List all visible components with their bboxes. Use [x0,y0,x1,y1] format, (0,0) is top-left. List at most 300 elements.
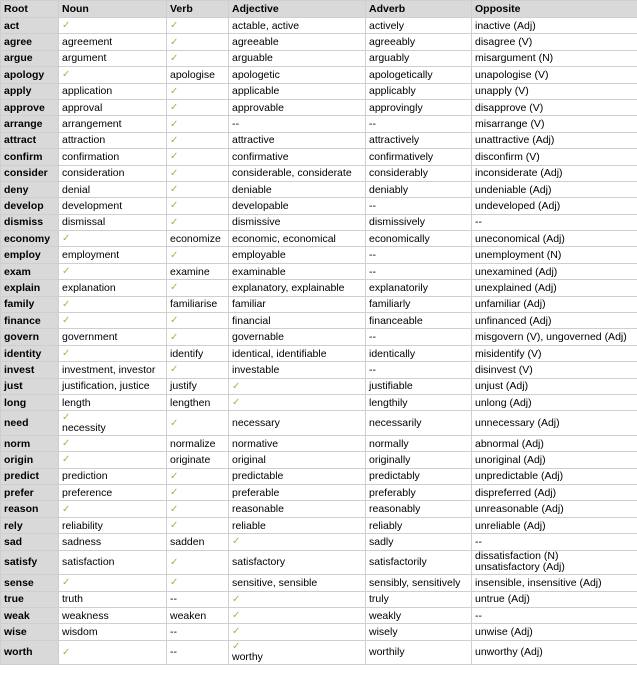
noun-cell [59,231,167,247]
adverb-cell [366,607,472,623]
opposite-text: untrue (Adj) [475,593,530,606]
adjective-text: dismissive [232,216,281,229]
table-row [1,313,637,329]
root-text: attract [4,134,37,147]
root-cell [1,149,59,165]
check-icon: ✓ [62,266,71,278]
check-icon: ✓ [170,331,179,343]
adverb-text: sadly [369,535,394,548]
table-row [1,18,637,34]
root-cell [1,132,59,148]
opposite-text: unreliable (Adj) [475,519,546,532]
adjective-text: preferable [232,486,280,499]
noun-cell [59,296,167,312]
noun-cell [59,591,167,607]
adverb-text: -- [369,118,376,131]
noun-cell [59,263,167,279]
opposite-text: inconsiderate (Adj) [475,167,563,180]
noun-cell [59,485,167,501]
root-cell [1,214,59,230]
adverb-text: applicably [369,85,416,98]
adverb-text: agreeably [369,36,416,49]
verb-cell [167,640,229,665]
adverb-cell [366,624,472,640]
opposite-text: insensible, insensitive (Adj) [475,576,602,589]
adjective-cell [229,198,366,214]
adjective-cell [229,247,366,263]
adjective-cell [229,534,366,550]
verb-cell [167,517,229,533]
opposite-cell [472,198,637,214]
opposite-cell [472,231,637,247]
root-cell [1,34,59,50]
opposite-cell [472,34,637,50]
table-row [1,116,637,132]
adjective-cell [229,345,366,361]
opposite-cell [472,550,637,575]
check-icon: ✓ [170,184,179,196]
root-text: worth [4,646,33,659]
root-cell [1,99,59,115]
noun-cell [59,501,167,517]
noun-text: government [62,331,118,344]
table-row [1,329,637,345]
table-row [1,435,637,451]
noun-text: agreement [62,36,113,49]
root-cell [1,83,59,99]
opposite-cell [472,313,637,329]
opposite-text: unwise (Adj) [475,625,533,638]
adverb-cell [366,165,472,181]
adjective-cell [229,468,366,484]
check-icon: ✓ [62,454,71,466]
root-cell [1,435,59,451]
table-row [1,181,637,197]
root-cell [1,607,59,623]
adverb-text: -- [369,249,376,262]
root-cell [1,534,59,550]
adjective-cell [229,485,366,501]
adverb-cell [366,575,472,591]
verb-cell [167,83,229,99]
check-icon: ✓ [62,348,71,359]
adjective-text: predictable [232,470,284,483]
noun-cell [59,214,167,230]
opposite-text: unemployment (N) [475,249,562,262]
adverb-text: weakly [369,609,402,622]
adverb-cell [366,149,472,165]
adverb-text: predictably [369,470,420,483]
adverb-text: familiarly [369,298,411,311]
root-cell [1,165,59,181]
adverb-text: identically [369,347,416,360]
opposite-cell [472,575,637,591]
adjective-cell [229,517,366,533]
adverb-cell [366,394,472,410]
verb-cell [167,591,229,607]
opposite-text: -- [475,609,482,622]
opposite-text: unnecessary (Adj) [475,417,560,430]
adverb-cell [366,485,472,501]
adverb-cell [366,501,472,517]
adverb-cell [366,362,472,378]
table-row [1,624,637,640]
adverb-text: originally [369,453,411,466]
check-icon: ✓ [170,417,179,429]
adjective-text: considerable, considerate [232,167,352,180]
root-text: govern [4,331,40,344]
adjective-text: governable [232,331,284,344]
adjective-text: deniable [232,183,272,196]
adjective-text: developable [232,199,289,212]
opposite-cell [472,624,637,640]
noun-text: argument [62,52,107,65]
adjective-cell [229,550,366,575]
adjective-text: normative [232,437,279,450]
table-row [1,640,637,665]
adverb-text: actively [369,19,405,32]
adjective-text: familiar [232,298,266,311]
check-icon: ✓ [232,397,241,409]
root-cell [1,263,59,279]
noun-cell [59,313,167,329]
noun-cell [59,394,167,410]
table-row [1,296,637,312]
adverb-cell [366,116,472,132]
adjective-text: arguable [232,52,273,65]
root-cell [1,50,59,66]
table-row [1,99,637,115]
root-text: finance [4,314,41,327]
root-text: long [4,396,27,409]
noun-cell [59,624,167,640]
root-cell [1,394,59,410]
verb-cell [167,345,229,361]
root-text: satisfy [4,556,38,569]
check-icon: ✓ [62,315,71,327]
opposite-text: uneconomical (Adj) [475,232,565,245]
opposite-cell [472,394,637,410]
check-icon: ✓ [232,610,241,622]
opposite-text: undeniable (Adj) [475,183,552,196]
noun-text: truth [62,593,84,606]
root-cell [1,640,59,665]
noun-text: employment [62,249,120,262]
opposite-text: unlong (Adj) [475,396,532,409]
adjective-cell [229,313,366,329]
table-row [1,165,637,181]
root-cell [1,329,59,345]
noun-text: development [62,199,123,212]
adverb-text: approvingly [369,101,423,114]
noun-cell [59,517,167,533]
root-text: predict [4,470,40,483]
header-noun: Noun [59,1,167,18]
verb-cell [167,329,229,345]
table-row [1,452,637,468]
opposite-text: disagree (V) [475,36,533,49]
opposite-text: unexamined (Adj) [475,265,558,278]
table-row [1,34,637,50]
check-icon: ✓ [170,577,179,589]
check-icon: ✓ [62,233,71,245]
verb-cell [167,362,229,378]
noun-cell [59,640,167,665]
root-cell [1,231,59,247]
opposite-text: -- [475,535,482,548]
opposite-text: unworthy (Adj) [475,646,543,659]
opposite-text: unattractive (Adj) [475,134,555,147]
verb-cell [167,501,229,517]
noun-cell [59,83,167,99]
root-text: true [4,593,24,606]
adverb-text: explanatorily [369,281,428,294]
check-icon: ✓ [170,556,179,568]
verb-text: -- [170,593,177,606]
opposite-text: misargument (N) [475,52,554,65]
opposite-cell [472,468,637,484]
opposite-text: abnormal (Adj) [475,437,544,450]
opposite-text: misgovern (V), ungoverned (Adj) [475,331,627,344]
noun-text: justification, justice [62,380,150,393]
root-text: apply [4,85,32,98]
verb-cell [167,149,229,165]
header-adverb: Adverb [366,1,472,18]
adjective-text: -- [232,118,239,131]
adjective-text: sensitive, sensible [232,576,318,589]
adverb-text: dismissively [369,216,426,229]
opposite-cell [472,534,637,550]
check-icon: ✓ [170,200,179,212]
opposite-cell [472,411,637,436]
adjective-text: confirmative [232,150,289,163]
root-cell [1,181,59,197]
root-text: norm [4,437,31,450]
noun-cell [59,116,167,132]
adjective-text: actable, active [232,19,300,32]
verb-text: -- [170,646,177,659]
adjective-text: attractive [232,134,275,147]
noun-cell [59,534,167,550]
opposite-cell [472,452,637,468]
verb-cell [167,534,229,550]
opposite-cell [472,296,637,312]
verb-text: lengthen [170,396,211,409]
header-row [1,1,637,18]
table-row [1,247,637,263]
opposite-text: unfamiliar (Adj) [475,298,546,311]
opposite-text: unpredictable (Adj) [475,470,564,483]
check-icon: ✓ [170,520,179,532]
check-icon: ✓ [170,102,179,114]
table-row [1,591,637,607]
adverb-text: reasonably [369,503,421,516]
root-cell [1,452,59,468]
verb-cell [167,575,229,591]
table-row [1,378,637,394]
verb-text: normalize [170,437,216,450]
adjective-text: identical, identifiable [232,347,327,360]
adjective-cell [229,607,366,623]
adjective-text: approvable [232,101,284,114]
adverb-text: -- [369,363,376,376]
noun-cell [59,181,167,197]
verb-cell [167,165,229,181]
check-icon: ✓ [170,249,179,261]
adjective-cell [229,132,366,148]
root-cell [1,501,59,517]
opposite-cell [472,18,637,34]
verb-cell [167,247,229,263]
noun-text: investment, investor [62,363,156,376]
adverb-text: attractively [369,134,420,147]
root-cell [1,313,59,329]
check-icon: ✓ [170,470,179,482]
table-row [1,394,637,410]
root-text: consider [4,167,48,180]
verb-text: apologise [170,68,215,81]
adjective-text: worthy [232,651,263,664]
adverb-text: deniably [369,183,409,196]
verb-cell [167,263,229,279]
verb-text: -- [170,625,177,638]
check-icon: ✓ [170,151,179,163]
adverb-cell [366,214,472,230]
adjective-cell [229,214,366,230]
check-icon: ✓ [170,36,179,48]
adverb-cell [366,18,472,34]
check-icon: ✓ [170,167,179,179]
root-text: wise [4,625,27,638]
header-root: Root [1,1,59,18]
adverb-text: wisely [369,625,398,638]
noun-cell [59,99,167,115]
verb-cell [167,181,229,197]
adverb-text: preferably [369,486,416,499]
adverb-cell [366,34,472,50]
root-text: deny [4,183,29,196]
adverb-cell [366,296,472,312]
header-adjective: Adjective [229,1,366,18]
opposite-text: unreasonable (Adj) [475,503,564,516]
verb-text: originate [170,453,211,466]
adverb-text: -- [369,199,376,212]
adjective-text: satisfactory [232,556,286,569]
adjective-text: reliable [232,519,266,532]
adverb-cell [366,378,472,394]
root-text: family [4,298,35,311]
adjective-cell [229,329,366,345]
opposite-cell [472,165,637,181]
noun-cell [59,247,167,263]
header-verb: Verb [167,1,229,18]
noun-text: attraction [62,134,106,147]
noun-text: application [62,85,113,98]
noun-text: arrangement [62,118,122,131]
adverb-text: apologetically [369,68,433,81]
root-text: confirm [4,150,43,163]
noun-cell [59,362,167,378]
verb-cell [167,116,229,132]
adverb-text: arguably [369,52,410,65]
noun-cell [59,18,167,34]
table-row [1,501,637,517]
opposite-text: unjust (Adj) [475,380,529,393]
verb-cell [167,18,229,34]
check-icon: ✓ [170,216,179,228]
verb-cell [167,67,229,83]
verb-cell [167,214,229,230]
adverb-text: confirmatively [369,150,434,163]
opposite-cell [472,263,637,279]
opposite-text: undeveloped (Adj) [475,199,561,212]
adverb-text: -- [369,265,376,278]
verb-text: weaken [170,609,207,622]
opposite-text: unapologise (V) [475,68,549,81]
adjective-cell [229,181,366,197]
adverb-cell [366,345,472,361]
adverb-cell [366,435,472,451]
noun-text: approval [62,101,103,114]
opposite-text: unfinanced (Adj) [475,314,552,327]
adverb-cell [366,83,472,99]
root-cell [1,591,59,607]
root-cell [1,18,59,34]
verb-cell [167,132,229,148]
noun-text: dismissal [62,216,106,229]
opposite-cell [472,345,637,361]
adjective-text: financial [232,314,271,327]
root-text: just [4,380,23,393]
root-cell [1,362,59,378]
adjective-cell [229,501,366,517]
root-cell [1,485,59,501]
noun-text: explanation [62,281,116,294]
adverb-text: justifiable [369,380,413,393]
root-text: develop [4,199,44,212]
adjective-cell [229,34,366,50]
table-row [1,280,637,296]
adjective-text: apologetic [232,68,280,81]
check-icon: ✓ [170,85,179,97]
noun-text: satisfaction [62,556,115,569]
adjective-text: agreeable [232,36,279,49]
check-icon: ✓ [170,503,179,515]
verb-cell [167,280,229,296]
root-text: need [4,417,29,430]
verb-cell [167,231,229,247]
noun-cell [59,345,167,361]
noun-text: preference [62,486,113,499]
root-cell [1,517,59,533]
adverb-text: economically [369,232,430,245]
check-icon: ✓ [62,438,71,450]
table-row [1,485,637,501]
root-text: weak [4,609,30,622]
adverb-cell [366,329,472,345]
table-row [1,50,637,66]
adverb-text: lengthily [369,396,408,409]
adverb-text: financeable [369,314,423,327]
opposite-cell [472,485,637,501]
check-icon: ✓ [62,69,71,81]
adverb-cell [366,247,472,263]
opposite-text: unexplained (Adj) [475,281,557,294]
noun-cell [59,411,167,436]
adjective-text: necessary [232,417,280,430]
noun-cell [59,67,167,83]
adjective-cell [229,362,366,378]
